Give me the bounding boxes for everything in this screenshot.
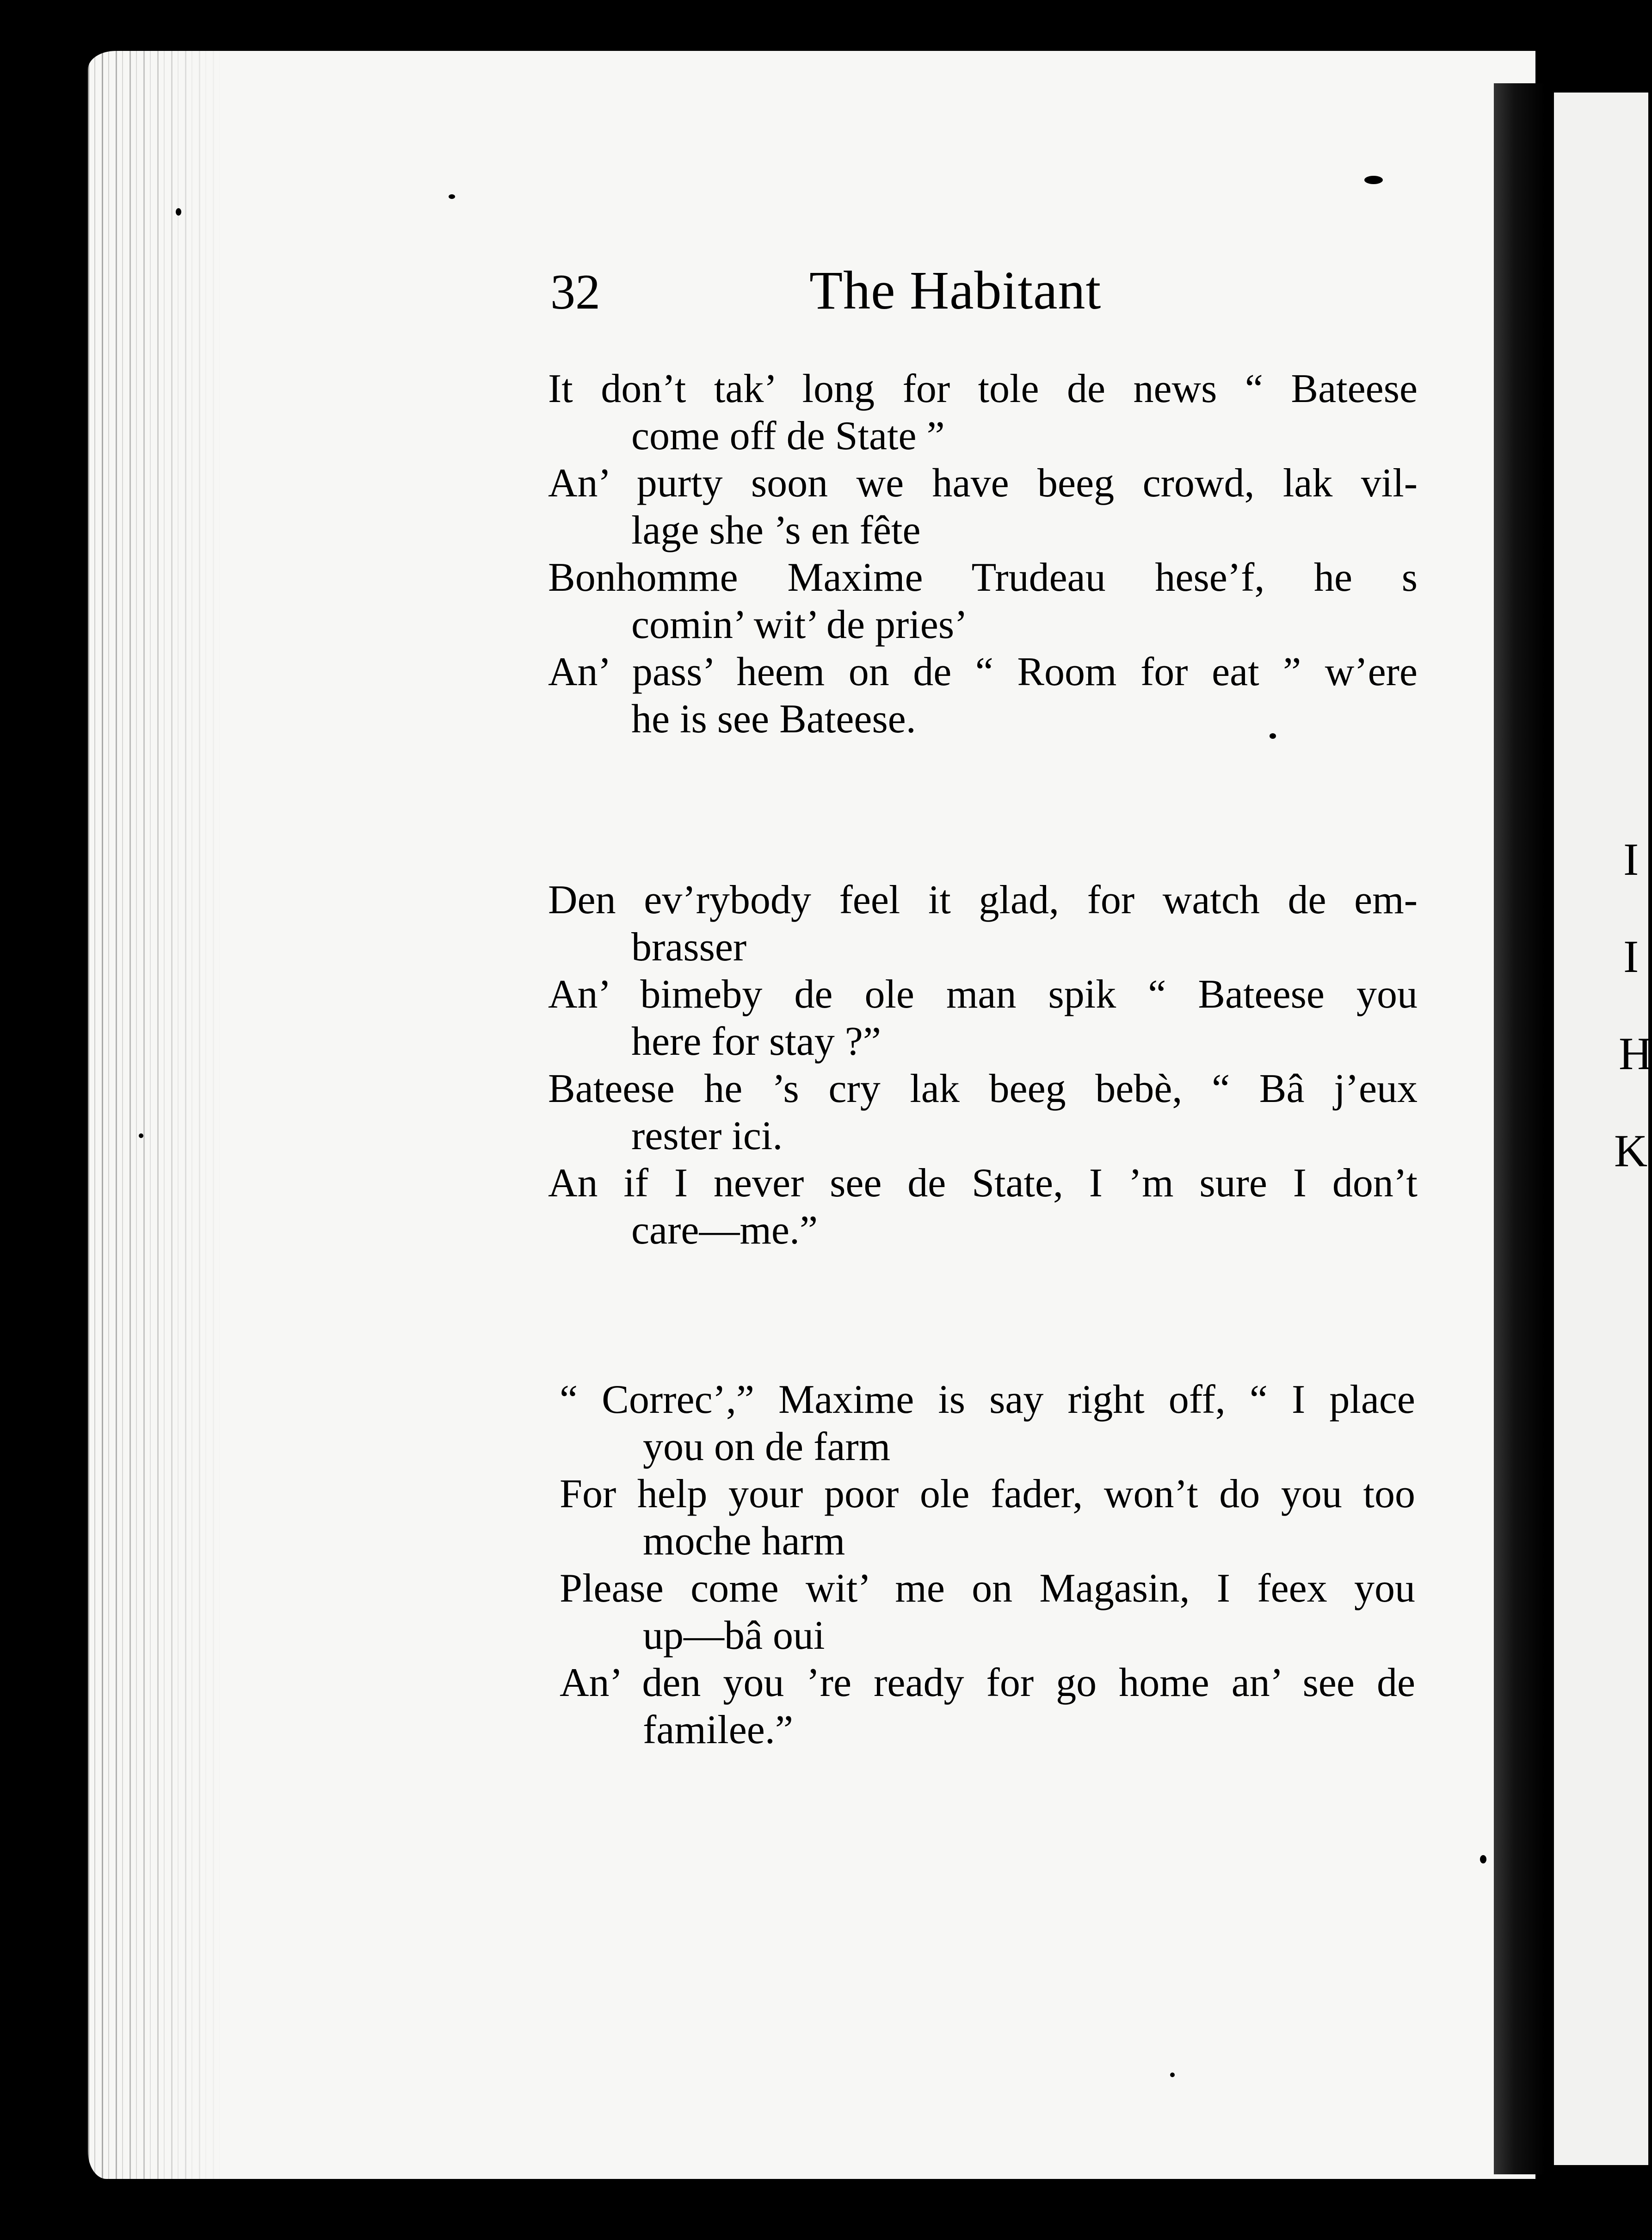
verse-line-continuation: here for stay ?” [631, 1019, 881, 1064]
verse-line-continuation: you on de farm [643, 1424, 891, 1469]
verse-line: Den ev’rybody feel it glad, for watch de em- [548, 878, 1418, 922]
verse-line-continuation: rester ici. [631, 1114, 783, 1158]
scan-speck [176, 208, 181, 216]
facing-page-letter: K [1614, 1125, 1648, 1176]
verse-line-continuation: brasser [631, 925, 747, 970]
verse-line: For help your poor ole fader, won’t do you too [560, 1472, 1415, 1516]
page-header [550, 259, 1411, 324]
stanza [560, 1376, 1415, 1754]
verse-line: An’ den you ’re ready for go home an’ see de [560, 1660, 1415, 1705]
facing-page-letter: H [1619, 1028, 1652, 1079]
verse-line: An’ pass’ heem on de “ Room for eat ” w’ere [548, 650, 1418, 694]
running-title: The Habitant [809, 260, 1102, 321]
verse-line: “ Correc’,” Maxime is say right off, “ I place [560, 1377, 1415, 1422]
facing-page-edge [1554, 93, 1652, 2165]
verse-line-continuation: comin’ wit’ de pries’ [631, 602, 968, 647]
verse-line: An’ purty soon we have beeg crowd, lak vil- [548, 461, 1418, 506]
verse-line-continuation: care—me.” [631, 1208, 818, 1253]
verse-line: It don’t tak’ long for tole de news “ Bateese [548, 366, 1418, 411]
scan-speck [1364, 176, 1383, 184]
scan-speck [449, 194, 455, 199]
verse-line-continuation: up—bâ oui [643, 1613, 825, 1658]
book-spine [1494, 83, 1545, 2174]
verse-line-continuation: moche harm [643, 1519, 845, 1564]
facing-page-letter: I [1623, 931, 1639, 982]
verse-line-continuation: he is see Bateese. [631, 697, 916, 742]
facing-page-letter: I [1623, 834, 1639, 885]
scan-speck [1270, 733, 1276, 739]
stanza [548, 365, 1418, 743]
scan-speck [139, 1133, 143, 1138]
page-number: 32 [550, 265, 600, 320]
verse-line: Bateese he ’s cry lak beeg bebè, “ Bâ j’eux [548, 1066, 1418, 1111]
verse-line: Please come wit’ me on Magasin, I feex you [560, 1566, 1415, 1611]
verse-line: Bonhomme Maxime Trudeau hese’f, he s [548, 555, 1418, 600]
stanza [548, 877, 1418, 1254]
scan-speck [1480, 1855, 1486, 1863]
verse-line: An’ bimeby de ole man spik “ Bateese you [548, 972, 1418, 1017]
verse-line: An if I never see de State, I ’m sure I don’t [548, 1161, 1418, 1206]
scan-speck [1170, 2073, 1175, 2077]
verse-line-continuation: familee.” [643, 1708, 793, 1752]
page-edge-shading [88, 51, 227, 2179]
verse-line-continuation: lage she ’s en fête [631, 508, 921, 553]
verse-line-continuation: come off de State ” [631, 414, 945, 458]
